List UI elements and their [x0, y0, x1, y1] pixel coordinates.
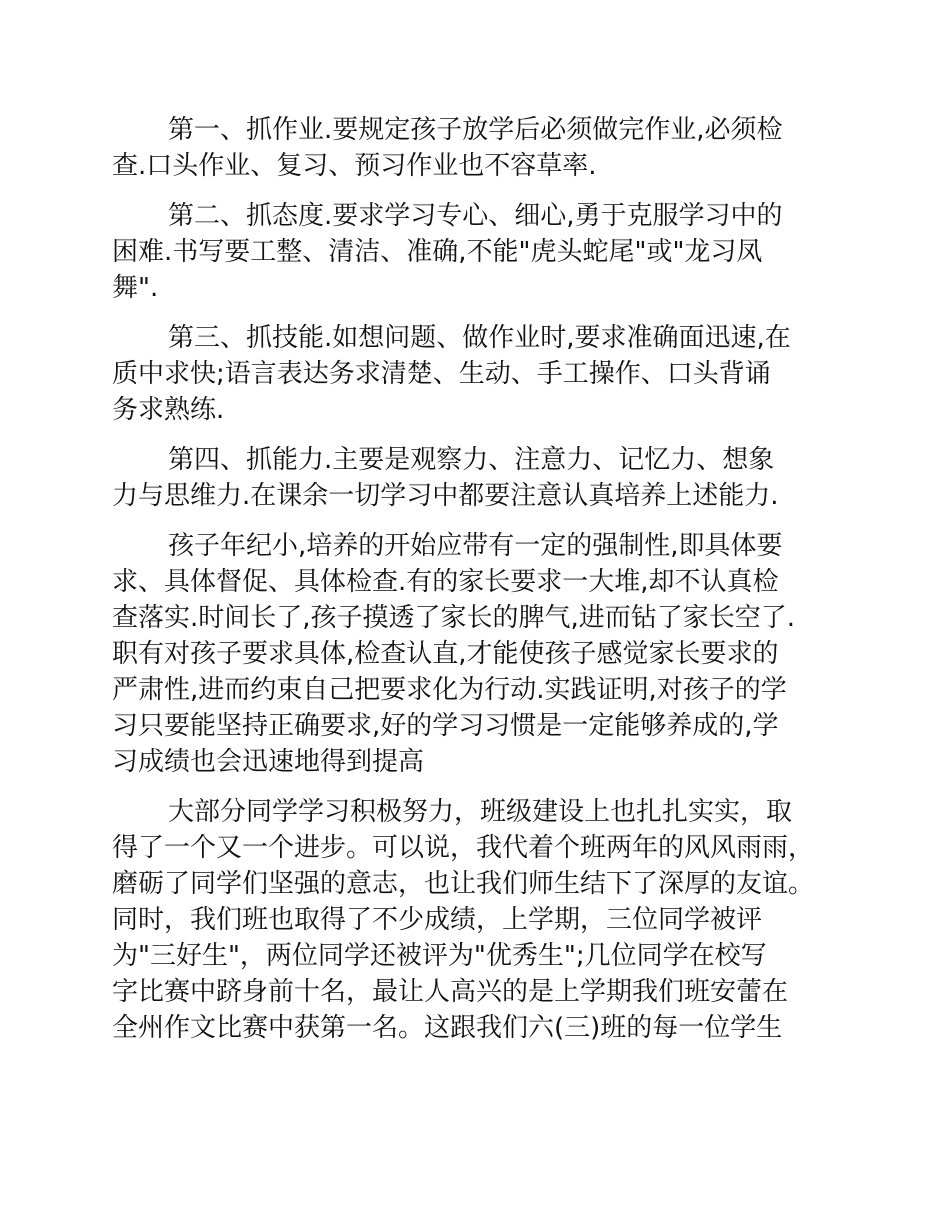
- text-line: 困难.书写要工整、清洁、准确,不能"虎头蛇尾"或"龙习凤: [112, 237, 763, 267]
- text-line: 大部分同学学习积极努力，班级建设上也扎扎实实，取: [168, 797, 793, 827]
- text-line: 力与思维力.在课余一切学习中都要注意认真培养上述能力.: [112, 481, 779, 511]
- text-line: 职有对孩子要求具体,检查认直,才能使孩子感觉家长要求的: [112, 639, 779, 669]
- paragraph-attitude: [112, 198, 852, 306]
- text-line: 全州作文比赛中获第一名。这跟我们六(三)班的每一位学生: [112, 1013, 783, 1043]
- text-line: 务求熟练.: [112, 395, 225, 425]
- text-line: 第三、抓技能.如想问题、做作业时,要求准确面迅速,在: [168, 323, 791, 353]
- text-line: 严肃性,进而约束自己把要求化为行动.实践证明,对孩子的学: [112, 675, 787, 705]
- paragraph-enforcement: [112, 528, 852, 780]
- paragraph-homework: [112, 112, 852, 184]
- text-line: 质中求快;语言表达务求清楚、生动、手工操作、口头背诵: [112, 359, 771, 389]
- paragraph-class-achievements: [112, 794, 852, 1046]
- text-line: 查.口头作业、复习、预习作业也不容草率.: [112, 151, 597, 181]
- text-line: 第四、抓能力.主要是观察力、注意力、记忆力、想象: [168, 445, 775, 475]
- paragraph-ability: [112, 442, 852, 514]
- text-line: 习只要能坚持正确要求,好的学习习惯是一定能够养成的,学: [112, 711, 779, 741]
- text-line: 第二、抓态度.要求学习专心、细心,勇于克服学习中的: [168, 201, 783, 231]
- text-line: 舞".: [112, 273, 159, 303]
- text-line: 字比赛中跻身前十名，最让人高兴的是上学期我们班安蕾在: [112, 977, 789, 1007]
- text-line: 磨砺了同学们坚强的意志，也让我们师生结下了深厚的友谊。: [112, 869, 815, 899]
- text-line: 为"三好生"，两位同学还被评为"优秀生";几位同学在校写: [112, 941, 767, 971]
- text-line: 求、具体督促、具体检查.有的家长要求一大堆,却不认真检: [112, 567, 779, 597]
- text-line: 查落实.时间长了,孩子摸透了家长的脾气,进而钻了家长空了.: [112, 603, 796, 633]
- text-line: 得了一个又一个进步。可以说，我代着个班两年的风风雨雨，: [112, 833, 815, 863]
- document-body: [112, 112, 852, 1060]
- text-line: 孩子年纪小,培养的开始应带有一定的强制性,即具体要: [168, 531, 783, 561]
- text-line: 第一、抓作业.要规定孩子放学后必须做完作业,必须检: [168, 115, 783, 145]
- paragraph-skills: [112, 320, 852, 428]
- text-line: 同时，我们班也取得了不少成绩，上学期，三位同学被评: [112, 905, 763, 935]
- text-line: 习成绩也会迅速地得到提高: [112, 747, 425, 777]
